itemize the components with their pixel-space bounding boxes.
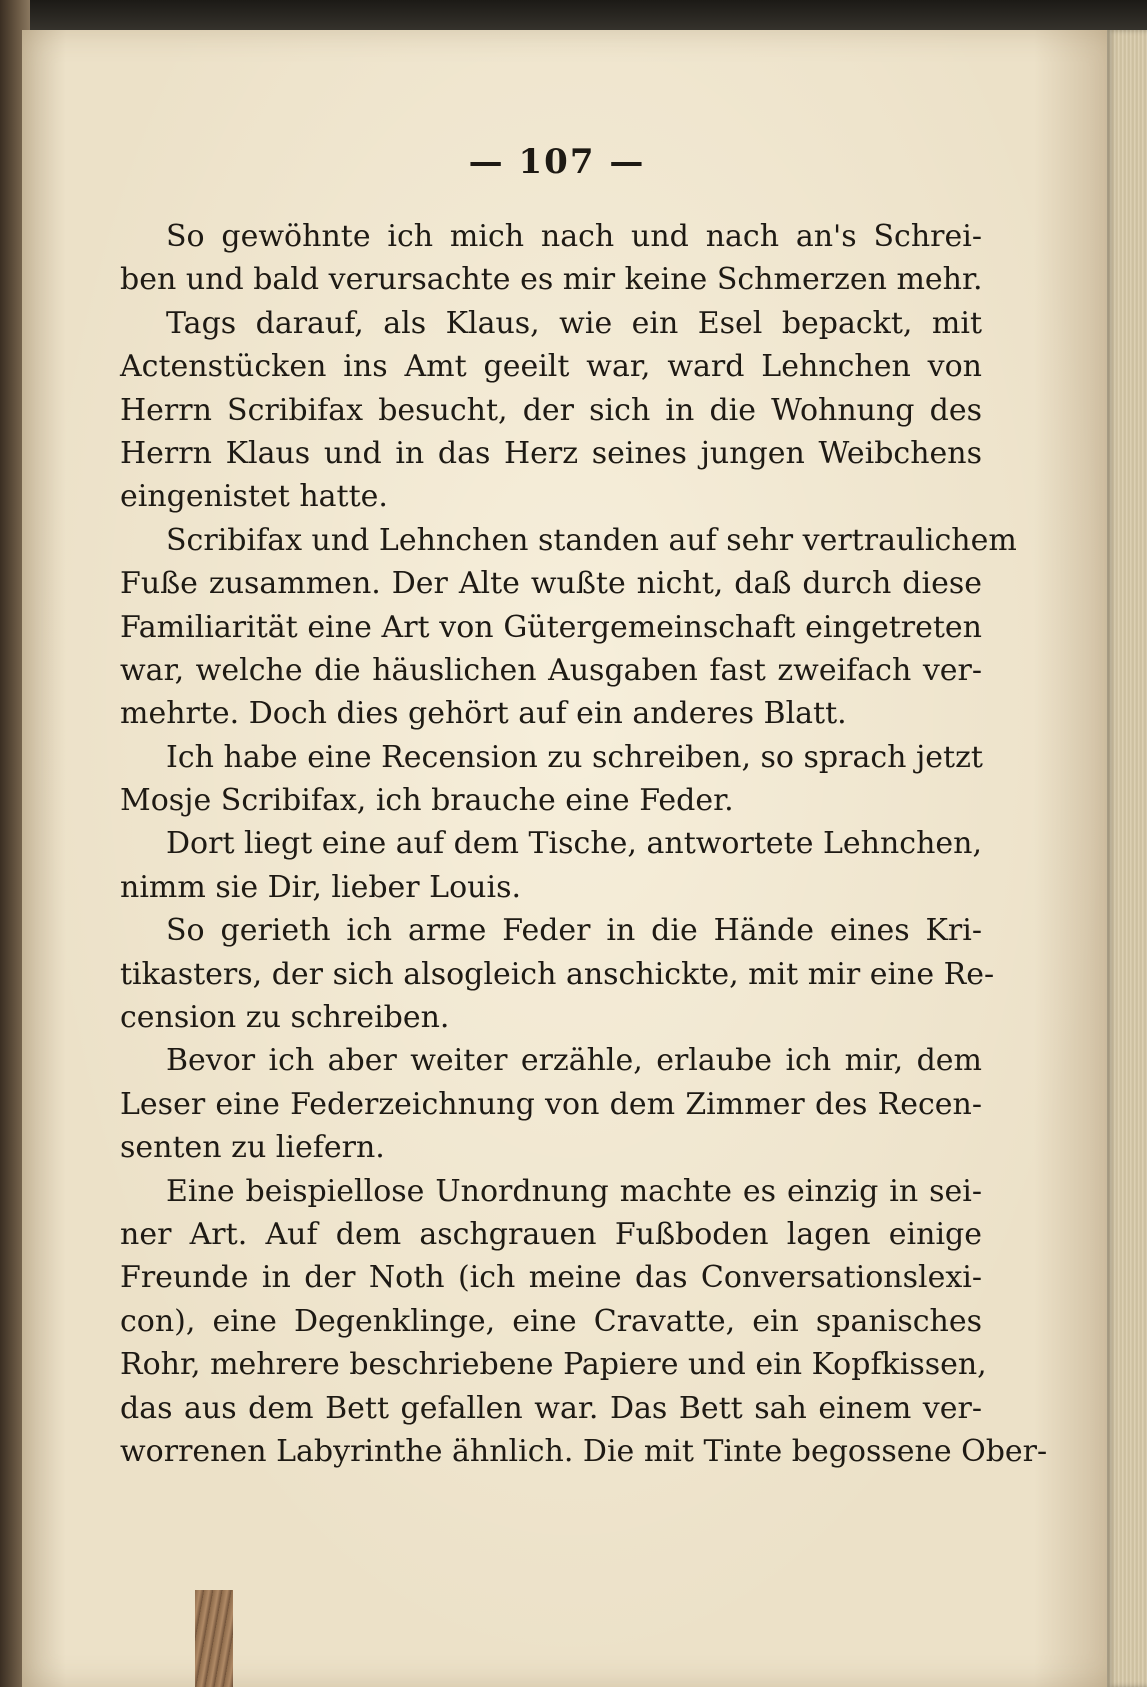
bookmark-ribbon bbox=[195, 1590, 233, 1687]
text-line: Scribifax und Lehnchen standen auf sehr vertraulichem bbox=[166, 522, 1017, 558]
text-line: Herrn Klaus und in das Herz seines jungen Weibchens bbox=[120, 435, 982, 471]
text-line: So gewöhnte ich mich nach und nach an's Schrei- bbox=[166, 219, 982, 254]
text-line: Leser eine Federzeichnung von dem Zimmer des Recen- bbox=[120, 1086, 982, 1122]
page-number: — 107 — bbox=[468, 142, 646, 182]
text-line: Mosje Scribifax, ich brauche eine Feder. bbox=[120, 783, 734, 819]
text-line: Eine beispiellose Unordnung machte es einzig in sei- bbox=[166, 1173, 982, 1209]
text-line: eingenistet hatte. bbox=[120, 479, 388, 515]
text-line: Freunde in der Noth (ich meine das Conversationslexi- bbox=[120, 1260, 982, 1296]
text-line: Familiarität eine Art von Gütergemeinschaft eingetreten bbox=[120, 609, 982, 645]
text-line: worrenen Labyrinthe ähnlich. Die mit Tinte begossene Ober- bbox=[120, 1433, 1048, 1469]
text-line: cension zu schreiben. bbox=[120, 1000, 450, 1036]
body-text bbox=[120, 215, 1048, 1473]
text-line: ner Art. Auf dem aschgrauen Fußboden lagen einige bbox=[120, 1216, 982, 1252]
book-page bbox=[22, 30, 1122, 1687]
text-line: Rohr, mehrere beschriebene Papiere und ein Kopfkissen, bbox=[120, 1347, 987, 1383]
text-line: ben und bald verursachte es mir keine Schmerzen mehr. bbox=[120, 262, 983, 298]
text-line: tikasters, der sich alsogleich anschickte, mit mir eine Re- bbox=[120, 956, 995, 992]
text-line: Bevor ich aber weiter erzähle, erlaube ich mir, dem bbox=[166, 1043, 982, 1079]
text-line: war, welche die häuslichen Ausgaben fast zweifach ver- bbox=[120, 652, 982, 688]
text-line: Fuße zusammen. Der Alte wußte nicht, daß durch diese bbox=[120, 566, 982, 602]
text-line: So gerieth ich arme Feder in die Hände eines Kri- bbox=[166, 913, 982, 949]
text-line: Dort liegt eine auf dem Tische, antwortete Lehnchen, bbox=[166, 826, 983, 862]
text-line: mehrte. Doch dies gehört auf ein anderes Blatt. bbox=[120, 696, 847, 732]
text-line: con), eine Degenklinge, eine Cravatte, ein spanisches bbox=[120, 1303, 982, 1339]
text-line: Herrn Scribifax besucht, der sich in die Wohnung des bbox=[120, 392, 982, 428]
text-line: das aus dem Bett gefallen war. Das Bett sah einem ver- bbox=[120, 1390, 982, 1426]
text-line: Actenstücken ins Amt geeilt war, ward Lehnchen von bbox=[120, 349, 982, 385]
text-line: Tags darauf, als Klaus, wie ein Esel bepackt, mit bbox=[166, 305, 982, 341]
page-fore-edge bbox=[1107, 30, 1147, 1687]
text-line: senten zu liefern. bbox=[120, 1130, 385, 1166]
text-line: nimm sie Dir, lieber Louis. bbox=[120, 869, 522, 905]
text-line: Ich habe eine Recension zu schreiben, so sprach jetzt bbox=[166, 739, 983, 775]
